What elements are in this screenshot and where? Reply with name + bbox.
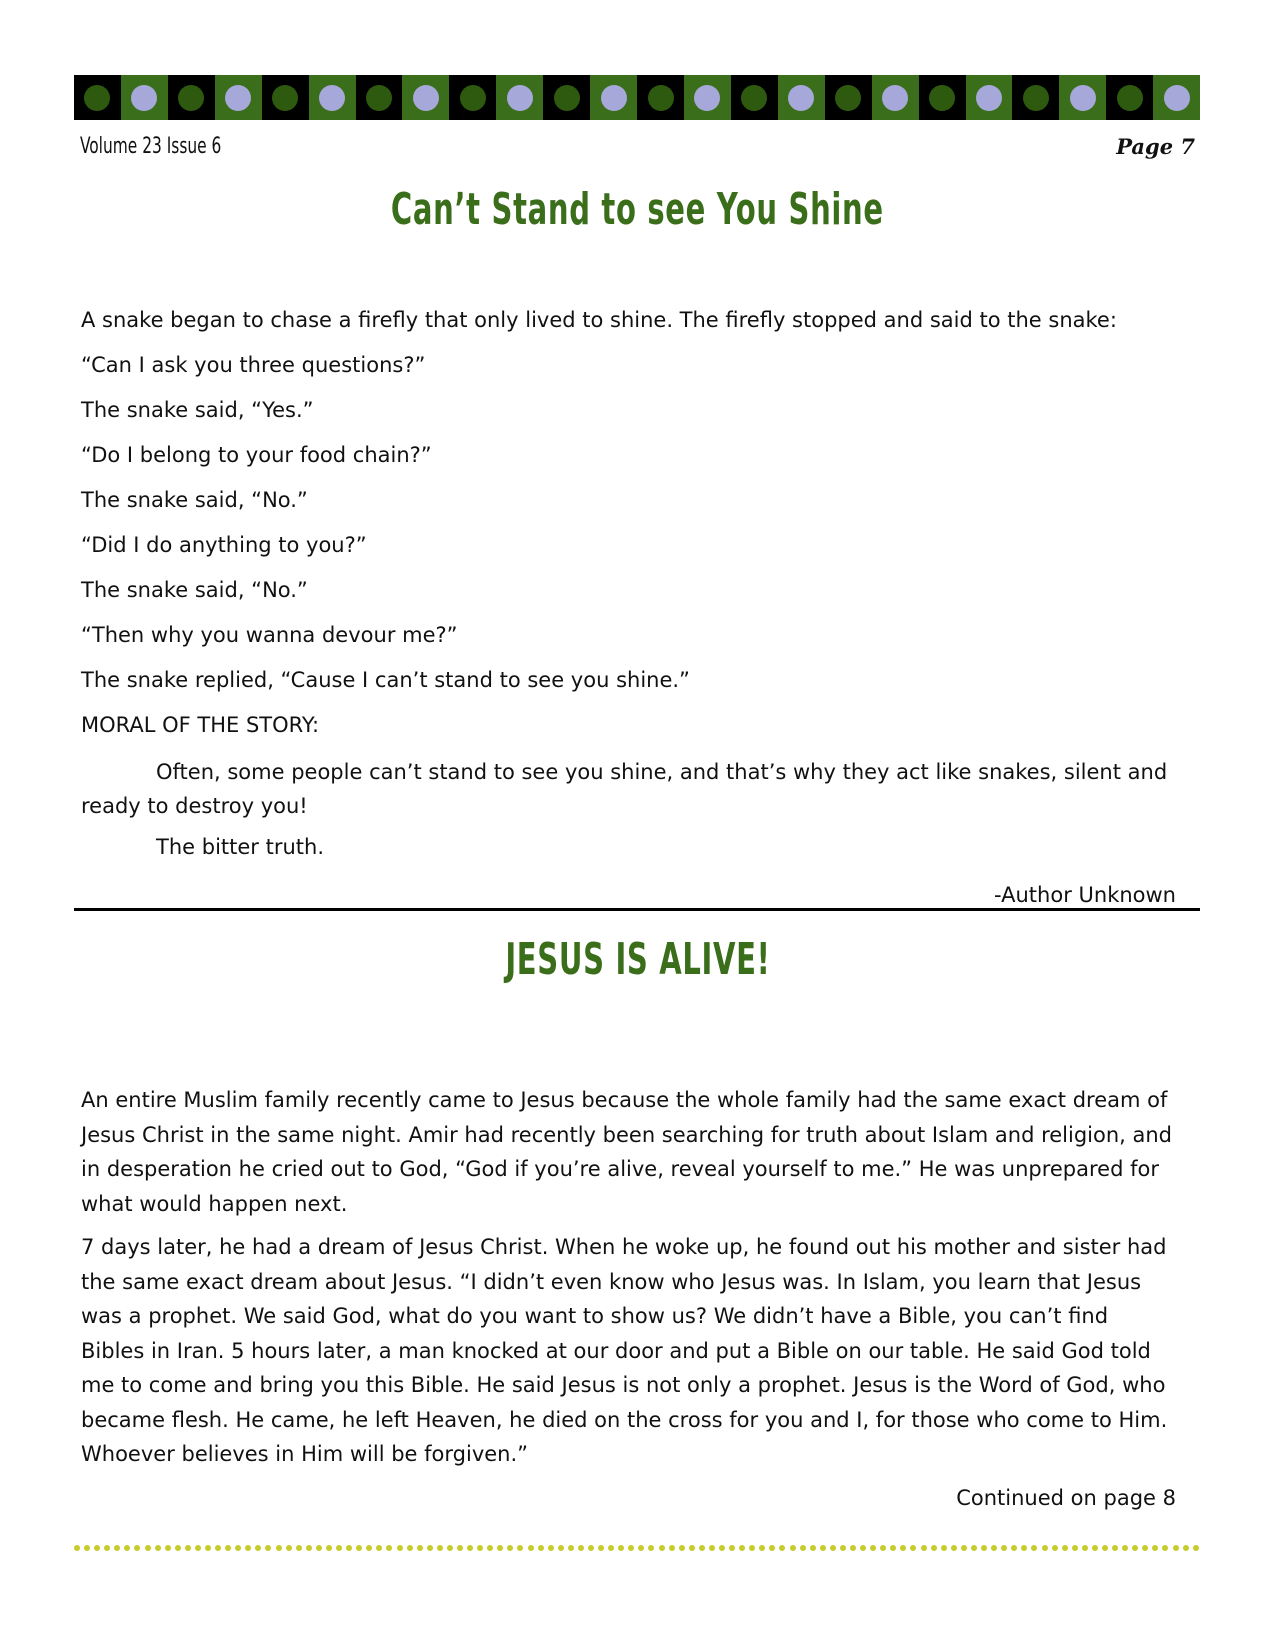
footer-dot xyxy=(497,1545,503,1551)
article-paragraph: 7 days later, he had a dream of Jesus Christ. When he woke up, he found out his mother and sister had the same exact dream about Jesus. “I didn’t even know who Jesus was. In Islam, you learn that Jesus was a prophet. We said God, what do you want to show us? We didn’t have a Bible, you can’t find Bibles in Iran. 5 hours later, a man knocked at our door and put a Bible on our table. He said God told me to come and bring you this Bible. He said Jesus is not only a prophet. Jesus is the Word of God, who became flesh. He came, he left Heaven, he died on the cross for you and I, for those who come to Him. Whoever believes in Him will be forgiven.” xyxy=(81,1235,1168,1466)
story-line: The snake replied, “Cause I can’t stand to see you shine.” xyxy=(81,668,690,692)
footer-dot xyxy=(588,1545,594,1551)
footer-dot xyxy=(638,1545,644,1551)
footer-dot xyxy=(195,1545,201,1551)
footer-dot xyxy=(165,1545,171,1551)
footer-dot xyxy=(255,1545,261,1551)
footer-dot xyxy=(487,1545,493,1551)
footer-dot xyxy=(366,1545,372,1551)
header-banner xyxy=(74,75,1200,120)
footer-dot xyxy=(608,1545,614,1551)
banner-dot xyxy=(319,85,345,111)
volume-issue: Volume 23 Issue 6 xyxy=(80,134,222,159)
footer-dot xyxy=(749,1545,755,1551)
footer-dot xyxy=(397,1545,403,1551)
story-title xyxy=(0,184,1275,235)
footer-dot xyxy=(659,1545,665,1551)
banner-dot xyxy=(788,85,814,111)
footer-dot xyxy=(134,1545,140,1551)
footer-dot xyxy=(1122,1545,1128,1551)
banner-dot xyxy=(554,85,580,111)
footer-dot xyxy=(1162,1545,1168,1551)
footer-dot xyxy=(1152,1545,1158,1551)
banner-cell xyxy=(1106,75,1153,120)
story-author: -Author Unknown xyxy=(994,883,1176,907)
footer-dot xyxy=(104,1545,110,1551)
banner-cell xyxy=(121,75,168,120)
banner-dot xyxy=(131,85,157,111)
banner-dot xyxy=(366,85,392,111)
footer-dot xyxy=(890,1545,896,1551)
footer-dot xyxy=(840,1545,846,1551)
banner-cell xyxy=(402,75,449,120)
footer-dot xyxy=(558,1545,564,1551)
footer-dot xyxy=(598,1545,604,1551)
article-body xyxy=(81,1083,1176,1524)
banner-dot xyxy=(882,85,908,111)
footer-dot xyxy=(356,1545,362,1551)
footer-dot xyxy=(1092,1545,1098,1551)
banner-dot xyxy=(648,85,674,111)
banner-dot xyxy=(1164,85,1190,111)
footer-dot xyxy=(870,1545,876,1551)
footer-dot xyxy=(84,1545,90,1551)
story-line: A snake began to chase a firefly that only lived to shine. The firefly stopped and said to the snake: xyxy=(81,308,1117,332)
story-line: MORAL OF THE STORY: xyxy=(81,713,320,737)
footer-dot xyxy=(124,1545,130,1551)
banner-cell xyxy=(449,75,496,120)
footer-dot xyxy=(185,1545,191,1551)
banner-cell xyxy=(872,75,919,120)
footer-dot xyxy=(628,1545,634,1551)
banner-cell xyxy=(731,75,778,120)
footer-dot xyxy=(215,1545,221,1551)
banner-cell xyxy=(262,75,309,120)
footer-dot xyxy=(578,1545,584,1551)
footer-dot xyxy=(981,1545,987,1551)
footer-dot xyxy=(74,1545,80,1551)
footer-dot xyxy=(1142,1545,1148,1551)
banner-cell xyxy=(356,75,403,120)
footer-dot xyxy=(1011,1545,1017,1551)
banner-cell xyxy=(1012,75,1059,120)
footer-dot xyxy=(679,1545,685,1551)
article-paragraph: An entire Muslim family recently came to Jesus because the whole family had the same exact dream of Jesus Christ in the same night. Amir had recently been searching for truth about Islam and religion, and in desperation he cried out to God, “God if you’re alive, reveal yourself to me.” He was unprepared for what would happen next. xyxy=(81,1088,1173,1216)
page-number: Page 7 xyxy=(1116,134,1195,159)
footer-dot xyxy=(286,1545,292,1551)
footer-dot xyxy=(900,1545,906,1551)
footer-dot xyxy=(961,1545,967,1551)
footer-dot xyxy=(759,1545,765,1551)
footer-dot xyxy=(447,1545,453,1551)
footer-dot xyxy=(346,1545,352,1551)
banner-cell xyxy=(496,75,543,120)
banner-dot xyxy=(84,85,110,111)
article-title xyxy=(0,934,1275,985)
footer-dot xyxy=(769,1545,775,1551)
footer-dot xyxy=(991,1545,997,1551)
article-title-text: JESUS IS ALIVE! xyxy=(504,934,771,985)
footer-dot xyxy=(1102,1545,1108,1551)
footer-dot xyxy=(1001,1545,1007,1551)
banner-dot xyxy=(976,85,1002,111)
story-line: The snake said, “Yes.” xyxy=(81,398,314,422)
footer-dot xyxy=(427,1545,433,1551)
footer-dot xyxy=(699,1545,705,1551)
footer-dot xyxy=(850,1545,856,1551)
story-body xyxy=(81,298,1181,918)
footer-dot xyxy=(528,1545,534,1551)
banner-dot xyxy=(413,85,439,111)
footer-dot xyxy=(265,1545,271,1551)
footer-dot xyxy=(669,1545,675,1551)
footer-dot xyxy=(719,1545,725,1551)
banner-dot xyxy=(835,85,861,111)
banner-cell xyxy=(215,75,262,120)
footer-dot xyxy=(417,1545,423,1551)
banner-cell xyxy=(309,75,356,120)
banner-dot xyxy=(225,85,251,111)
banner-dot xyxy=(460,85,486,111)
footer-dot xyxy=(1021,1545,1027,1551)
footer-dot xyxy=(1173,1545,1179,1551)
footer-dot xyxy=(437,1545,443,1551)
banner-cell xyxy=(778,75,825,120)
footer-dot xyxy=(860,1545,866,1551)
footer-dot xyxy=(477,1545,483,1551)
footer-dot xyxy=(336,1545,342,1551)
footer-dot xyxy=(155,1545,161,1551)
footer-dot xyxy=(810,1545,816,1551)
footer-dot xyxy=(941,1545,947,1551)
banner-dot xyxy=(741,85,767,111)
footer-dot xyxy=(800,1545,806,1551)
footer-dot xyxy=(306,1545,312,1551)
banner-cell xyxy=(590,75,637,120)
banner-dot xyxy=(694,85,720,111)
footer-dot xyxy=(568,1545,574,1551)
banner-cell xyxy=(168,75,215,120)
footer-dotted-line xyxy=(74,1545,1200,1553)
footer-dot xyxy=(931,1545,937,1551)
footer-dot xyxy=(820,1545,826,1551)
story-bitter-truth: The bitter truth. xyxy=(156,835,324,859)
footer-dot xyxy=(457,1545,463,1551)
footer-dot xyxy=(779,1545,785,1551)
story-line: The snake said, “No.” xyxy=(81,578,308,602)
continued-note: Continued on page 8 xyxy=(956,1485,1176,1510)
banner-cell xyxy=(543,75,590,120)
footer-dot xyxy=(709,1545,715,1551)
footer-dot xyxy=(971,1545,977,1551)
banner-cell xyxy=(919,75,966,120)
footer-dot xyxy=(1072,1545,1078,1551)
footer-dot xyxy=(376,1545,382,1551)
footer-dot xyxy=(1183,1545,1189,1551)
footer-dot xyxy=(205,1545,211,1551)
footer-dot xyxy=(245,1545,251,1551)
footer-dot xyxy=(175,1545,181,1551)
footer-dot xyxy=(1132,1545,1138,1551)
story-line: “Then why you wanna devour me?” xyxy=(81,623,458,647)
banner-dot xyxy=(272,85,298,111)
banner-cell xyxy=(966,75,1013,120)
banner-dot xyxy=(1023,85,1049,111)
footer-dot xyxy=(326,1545,332,1551)
footer-dot xyxy=(225,1545,231,1551)
footer-dot xyxy=(548,1545,554,1551)
footer-dot xyxy=(1052,1545,1058,1551)
footer-dot xyxy=(830,1545,836,1551)
footer-dot xyxy=(467,1545,473,1551)
footer-dot xyxy=(94,1545,100,1551)
footer-dot xyxy=(276,1545,282,1551)
footer-dot xyxy=(1042,1545,1048,1551)
story-moral: Often, some people can’t stand to see you shine, and that’s why they act like snakes, silent and ready to destroy you! xyxy=(81,760,1168,818)
footer-dot xyxy=(1112,1545,1118,1551)
footer-dot xyxy=(880,1545,886,1551)
footer-dot xyxy=(921,1545,927,1551)
footer-dot xyxy=(618,1545,624,1551)
footer-dot xyxy=(316,1545,322,1551)
footer-dot xyxy=(910,1545,916,1551)
footer-dot xyxy=(407,1545,413,1551)
banner-cell xyxy=(1059,75,1106,120)
footer-dot xyxy=(648,1545,654,1551)
banner-cell xyxy=(684,75,731,120)
story-line: “Can I ask you three questions?” xyxy=(81,353,426,377)
banner-dot xyxy=(929,85,955,111)
banner-dot xyxy=(1070,85,1096,111)
footer-dot xyxy=(235,1545,241,1551)
footer-dot xyxy=(1031,1545,1037,1551)
banner-dot xyxy=(1117,85,1143,111)
footer-dot xyxy=(729,1545,735,1551)
story-title-text: Can’t Stand to see You Shine xyxy=(391,184,884,235)
story-line: “Did I do anything to you?” xyxy=(81,533,367,557)
footer-dot xyxy=(1082,1545,1088,1551)
footer-dot xyxy=(739,1545,745,1551)
banner-dot xyxy=(178,85,204,111)
footer-dot xyxy=(145,1545,151,1551)
footer-dot xyxy=(538,1545,544,1551)
story-line: “Do I belong to your food chain?” xyxy=(81,443,432,467)
footer-dot xyxy=(517,1545,523,1551)
story-line: The snake said, “No.” xyxy=(81,488,308,512)
footer-dot xyxy=(951,1545,957,1551)
footer-dot xyxy=(386,1545,392,1551)
footer-dot xyxy=(790,1545,796,1551)
banner-cell xyxy=(74,75,121,120)
banner-cell xyxy=(1153,75,1200,120)
footer-dot xyxy=(507,1545,513,1551)
footer-dot xyxy=(1193,1545,1199,1551)
footer-dot xyxy=(1062,1545,1068,1551)
banner-dot xyxy=(601,85,627,111)
footer-dot xyxy=(114,1545,120,1551)
section-divider xyxy=(74,908,1200,911)
footer-dot xyxy=(689,1545,695,1551)
banner-dot xyxy=(507,85,533,111)
banner-cell xyxy=(825,75,872,120)
banner-cell xyxy=(637,75,684,120)
footer-dot xyxy=(296,1545,302,1551)
